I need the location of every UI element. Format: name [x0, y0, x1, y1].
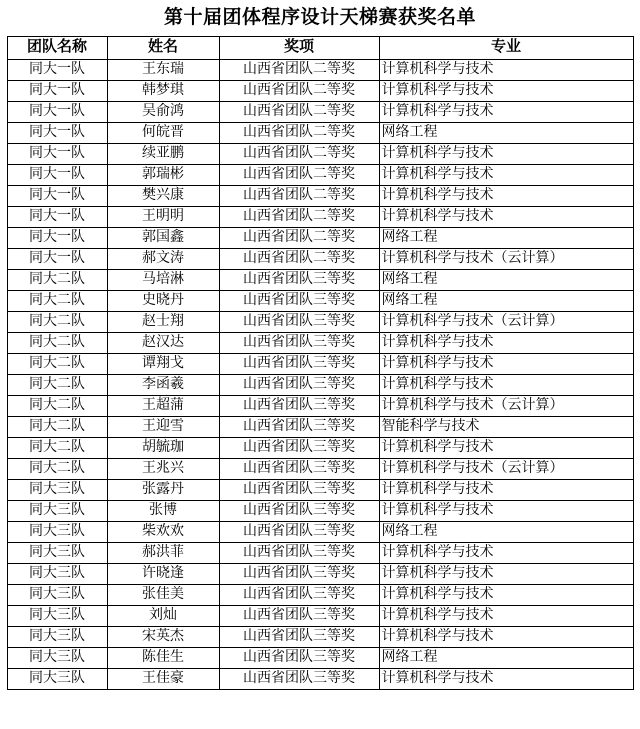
cell-major: 网络工程 [379, 122, 633, 143]
cell-award: 山西省团队三等奖 [219, 458, 379, 479]
table-row [7, 584, 633, 605]
cell-major: 计算机科学与技术（云计算） [379, 248, 633, 269]
table-row [7, 626, 633, 647]
cell-award: 山西省团队三等奖 [219, 584, 379, 605]
cell-major: 计算机科学与技术 [379, 668, 633, 689]
cell-name: 何皖晋 [107, 122, 219, 143]
table-row [7, 416, 633, 437]
cell-name: 马培淋 [107, 269, 219, 290]
cell-team: 同大二队 [7, 353, 107, 374]
cell-team: 同大二队 [7, 311, 107, 332]
cell-major: 网络工程 [379, 227, 633, 248]
cell-team: 同大一队 [7, 59, 107, 80]
cell-team: 同大三队 [7, 647, 107, 668]
cell-award: 山西省团队三等奖 [219, 353, 379, 374]
page-title: 第十届团体程序设计天梯赛获奖名单 [163, 7, 476, 28]
cell-award: 山西省团队二等奖 [219, 248, 379, 269]
cell-award: 山西省团队二等奖 [219, 59, 379, 80]
table-row [7, 542, 633, 563]
cell-major: 计算机科学与技术 [379, 605, 633, 626]
cell-team: 同大二队 [7, 332, 107, 353]
cell-team: 同大三队 [7, 668, 107, 689]
cell-name: 樊兴康 [107, 185, 219, 206]
table-row [7, 290, 633, 311]
table-row [7, 353, 633, 374]
cell-award: 山西省团队三等奖 [219, 521, 379, 542]
cell-team: 同大三队 [7, 521, 107, 542]
cell-major: 计算机科学与技术 [379, 185, 633, 206]
table-row [7, 479, 633, 500]
cell-team: 同大一队 [7, 143, 107, 164]
column-header-team: 团队名称 [7, 36, 107, 59]
cell-award: 山西省团队二等奖 [219, 101, 379, 122]
cell-award: 山西省团队三等奖 [219, 290, 379, 311]
cell-name: 赵士翔 [107, 311, 219, 332]
cell-award: 山西省团队三等奖 [219, 332, 379, 353]
cell-major: 计算机科学与技术 [379, 437, 633, 458]
cell-award: 山西省团队三等奖 [219, 500, 379, 521]
cell-award: 山西省团队三等奖 [219, 374, 379, 395]
cell-team: 同大二队 [7, 437, 107, 458]
cell-major: 计算机科学与技术 [379, 500, 633, 521]
cell-major: 计算机科学与技术 [379, 563, 633, 584]
cell-name: 张露丹 [107, 479, 219, 500]
table-row [7, 122, 633, 143]
table-row [7, 458, 633, 479]
cell-award: 山西省团队三等奖 [219, 542, 379, 563]
cell-award: 山西省团队三等奖 [219, 416, 379, 437]
table-row [7, 521, 633, 542]
table-row [7, 59, 633, 80]
cell-major: 计算机科学与技术 [379, 479, 633, 500]
column-header-name: 姓名 [107, 36, 219, 59]
cell-name: 王兆兴 [107, 458, 219, 479]
cell-team: 同大一队 [7, 101, 107, 122]
cell-team: 同大三队 [7, 563, 107, 584]
cell-award: 山西省团队二等奖 [219, 227, 379, 248]
cell-major: 计算机科学与技术 [379, 542, 633, 563]
cell-name: 陈佳生 [107, 647, 219, 668]
cell-team: 同大一队 [7, 185, 107, 206]
cell-name: 郝文涛 [107, 248, 219, 269]
table-row [7, 101, 633, 122]
cell-team: 同大二队 [7, 269, 107, 290]
cell-award: 山西省团队三等奖 [219, 269, 379, 290]
cell-name: 郭瑞彬 [107, 164, 219, 185]
cell-major: 计算机科学与技术 [379, 353, 633, 374]
cell-name: 柴欢欢 [107, 521, 219, 542]
cell-team: 同大一队 [7, 122, 107, 143]
table-row [7, 647, 633, 668]
cell-major: 计算机科学与技术（云计算） [379, 311, 633, 332]
table-row [7, 80, 633, 101]
table-row [7, 311, 633, 332]
cell-team: 同大一队 [7, 164, 107, 185]
table-row [7, 248, 633, 269]
cell-team: 同大一队 [7, 227, 107, 248]
cell-major: 计算机科学与技术（云计算） [379, 458, 633, 479]
cell-award: 山西省团队三等奖 [219, 605, 379, 626]
cell-major: 计算机科学与技术 [379, 164, 633, 185]
cell-name: 赵汉达 [107, 332, 219, 353]
table-row [7, 605, 633, 626]
table-header [7, 36, 633, 59]
table-row [7, 185, 633, 206]
cell-name: 王东瑞 [107, 59, 219, 80]
table-row [7, 563, 633, 584]
cell-name: 史晓丹 [107, 290, 219, 311]
cell-award: 山西省团队三等奖 [219, 668, 379, 689]
cell-award: 山西省团队二等奖 [219, 185, 379, 206]
cell-team: 同大二队 [7, 290, 107, 311]
cell-team: 同大二队 [7, 416, 107, 437]
cell-name: 郭国鑫 [107, 227, 219, 248]
cell-major: 计算机科学与技术 [379, 374, 633, 395]
cell-award: 山西省团队三等奖 [219, 626, 379, 647]
cell-name: 宋英杰 [107, 626, 219, 647]
column-header-award: 奖项 [219, 36, 379, 59]
cell-name: 王超蒲 [107, 395, 219, 416]
cell-team: 同大一队 [7, 206, 107, 227]
cell-name: 李函羲 [107, 374, 219, 395]
cell-major: 计算机科学与技术 [379, 626, 633, 647]
table-row [7, 269, 633, 290]
table-body [7, 59, 633, 689]
cell-major: 计算机科学与技术（云计算） [379, 395, 633, 416]
cell-team: 同大二队 [7, 374, 107, 395]
cell-award: 山西省团队三等奖 [219, 563, 379, 584]
cell-award: 山西省团队二等奖 [219, 206, 379, 227]
table-row [7, 206, 633, 227]
table-row [7, 164, 633, 185]
cell-major: 计算机科学与技术 [379, 101, 633, 122]
cell-award: 山西省团队二等奖 [219, 122, 379, 143]
table-row [7, 395, 633, 416]
cell-major: 网络工程 [379, 647, 633, 668]
cell-team: 同大三队 [7, 605, 107, 626]
cell-major: 计算机科学与技术 [379, 80, 633, 101]
cell-major: 计算机科学与技术 [379, 332, 633, 353]
cell-major: 计算机科学与技术 [379, 584, 633, 605]
cell-award: 山西省团队三等奖 [219, 647, 379, 668]
cell-award: 山西省团队二等奖 [219, 80, 379, 101]
cell-name: 张佳美 [107, 584, 219, 605]
cell-major: 计算机科学与技术 [379, 206, 633, 227]
table-row [7, 500, 633, 521]
cell-team: 同大三队 [7, 500, 107, 521]
cell-name: 王迎雪 [107, 416, 219, 437]
cell-team: 同大二队 [7, 458, 107, 479]
cell-major: 网络工程 [379, 290, 633, 311]
table-row [7, 437, 633, 458]
cell-team: 同大三队 [7, 542, 107, 563]
table-header-row [7, 36, 633, 59]
cell-major: 智能科学与技术 [379, 416, 633, 437]
cell-name: 王佳豪 [107, 668, 219, 689]
cell-team: 同大二队 [7, 395, 107, 416]
cell-name: 王明明 [107, 206, 219, 227]
cell-team: 同大一队 [7, 80, 107, 101]
cell-name: 许晓逢 [107, 563, 219, 584]
cell-award: 山西省团队三等奖 [219, 479, 379, 500]
cell-award: 山西省团队二等奖 [219, 164, 379, 185]
cell-name: 胡毓珈 [107, 437, 219, 458]
cell-team: 同大三队 [7, 584, 107, 605]
cell-team: 同大三队 [7, 479, 107, 500]
cell-name: 刘灿 [107, 605, 219, 626]
cell-name: 郝洪菲 [107, 542, 219, 563]
table-row [7, 668, 633, 689]
cell-award: 山西省团队三等奖 [219, 395, 379, 416]
cell-major: 计算机科学与技术 [379, 143, 633, 164]
cell-award: 山西省团队二等奖 [219, 143, 379, 164]
table-row [7, 332, 633, 353]
cell-major: 计算机科学与技术 [379, 59, 633, 80]
cell-name: 谭翔戈 [107, 353, 219, 374]
cell-team: 同大三队 [7, 626, 107, 647]
table-row [7, 374, 633, 395]
cell-team: 同大一队 [7, 248, 107, 269]
cell-name: 张博 [107, 500, 219, 521]
cell-name: 韩梦琪 [107, 80, 219, 101]
table-row [7, 143, 633, 164]
cell-name: 续亚鹏 [107, 143, 219, 164]
cell-name: 吴俞鸿 [107, 101, 219, 122]
cell-award: 山西省团队三等奖 [219, 437, 379, 458]
award-list-table [7, 36, 634, 690]
cell-major: 网络工程 [379, 269, 633, 290]
cell-award: 山西省团队三等奖 [219, 311, 379, 332]
table-row [7, 227, 633, 248]
cell-major: 网络工程 [379, 521, 633, 542]
column-header-major: 专业 [379, 36, 633, 59]
